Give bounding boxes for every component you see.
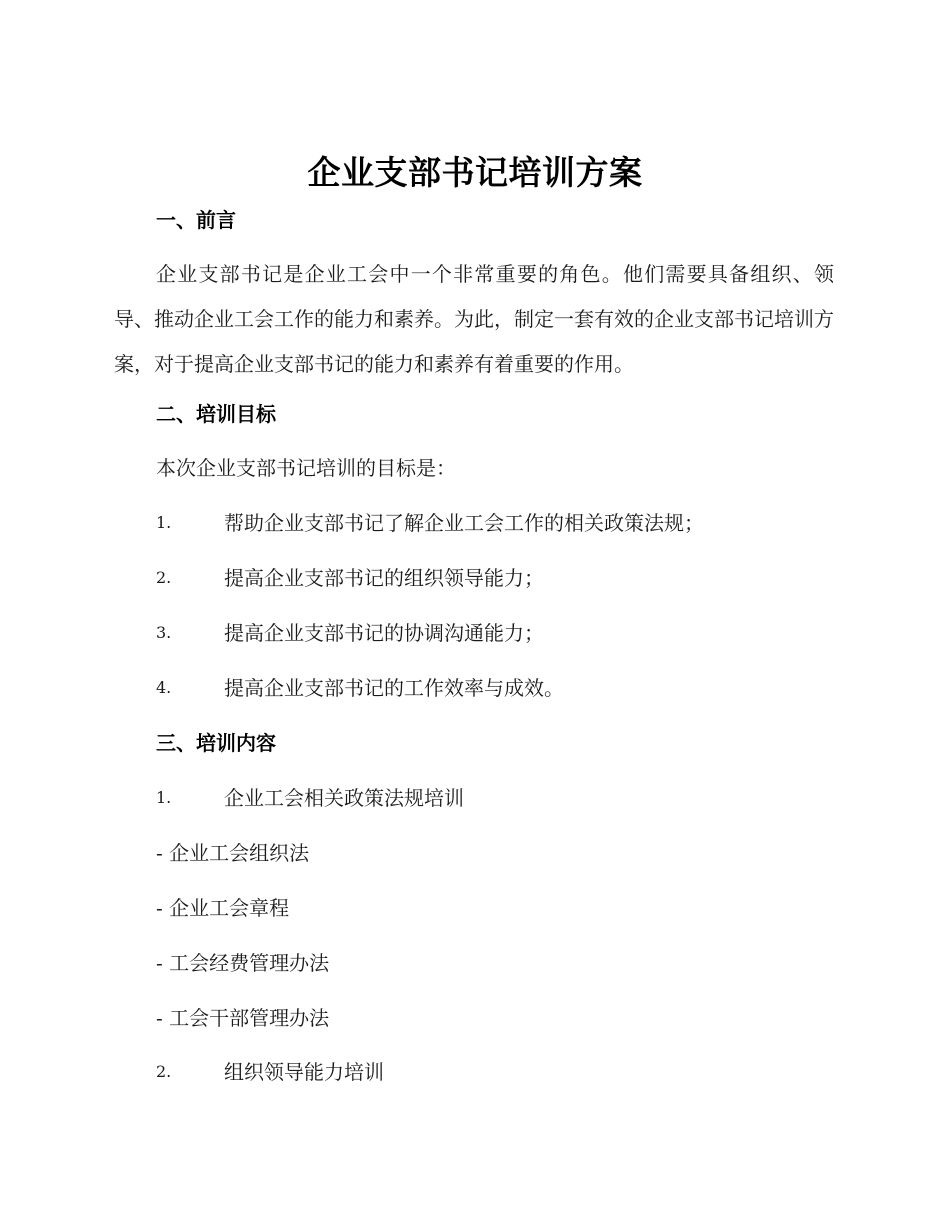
list-number: 3. (156, 623, 172, 642)
list-number: 1. (156, 788, 172, 807)
section-heading-preface: 一、前言 (156, 208, 236, 232)
document-title: 企业支部书记培训方案 (307, 153, 643, 192)
preface-paragraph: 企业支部书记是企业工会中一个非常重要的角色。他们需要具备组织、领导、推动企业工会工作的能力和素养。为此，制定一套有效的企业支部书记培训方案，对于提高企业支部书记的能力和素养有着重要的作用。 (114, 262, 834, 376)
section-heading-content: 三、培训内容 (156, 731, 276, 755)
list-text: 企业工会相关政策法规培训 (224, 786, 464, 810)
list-text: 提高企业支部书记的协调沟通能力； (224, 621, 544, 645)
list-text: 提高企业支部书记的组织领导能力； (224, 566, 544, 590)
sub-list-item: - 工会经费管理办法 (156, 951, 330, 975)
section-heading-goals: 二、培训目标 (156, 402, 276, 426)
goals-intro: 本次企业支部书记培训的目标是： (156, 456, 456, 480)
list-number: 2. (156, 568, 172, 587)
list-number: 2. (156, 1062, 172, 1081)
list-text: 帮助企业支部书记了解企业工会工作的相关政策法规； (224, 511, 704, 535)
sub-list-item: - 企业工会章程 (156, 896, 290, 920)
sub-list-item: - 工会干部管理办法 (156, 1006, 330, 1030)
list-text: 组织领导能力培训 (224, 1060, 384, 1084)
list-number: 1. (156, 513, 172, 532)
list-text: 提高企业支部书记的工作效率与成效。 (224, 676, 564, 700)
list-number: 4. (156, 678, 172, 697)
sub-list-item: - 企业工会组织法 (156, 841, 310, 865)
